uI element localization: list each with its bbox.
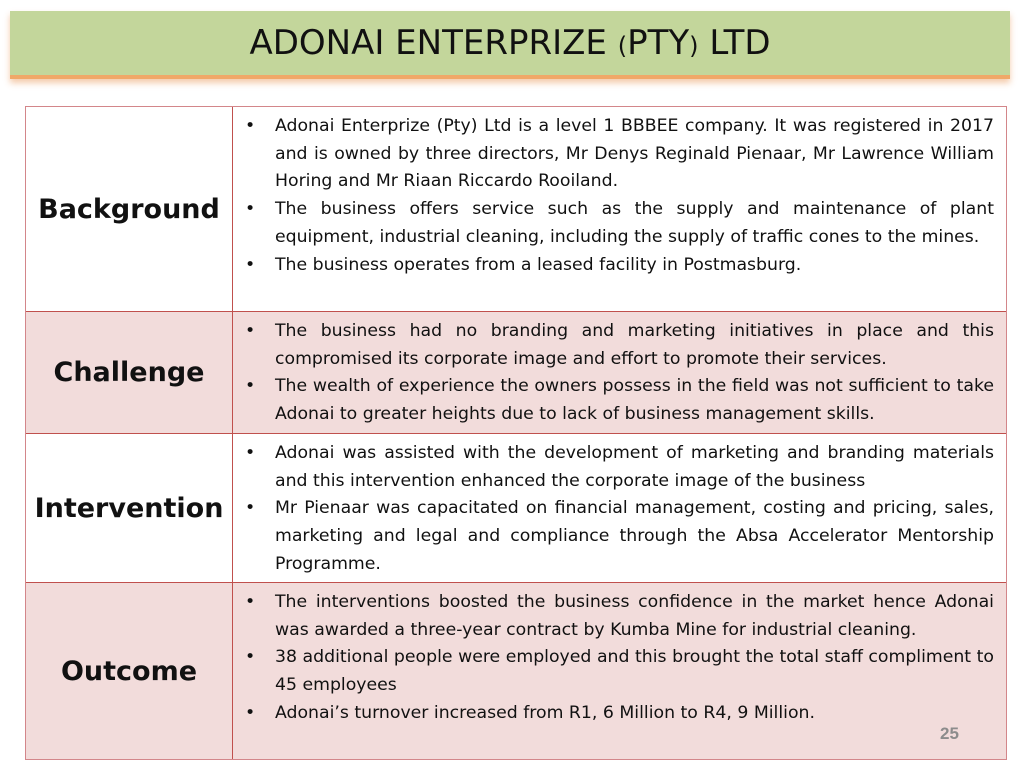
bullet-list-challenge xyxy=(242,318,994,429)
title-close-paren: ) xyxy=(689,32,699,60)
page-number: 25 xyxy=(940,724,959,743)
bullet-item: • The business offers service such as the supply and maintenance of plant equipment, industrial cleaning, including the supply of traffic cones to the mines. xyxy=(242,196,994,251)
row-label-background: Background xyxy=(38,193,220,225)
label-cell-challenge xyxy=(26,312,233,433)
label-cell-intervention xyxy=(26,434,233,582)
bullet-item: • Adonai Enterprize (Pty) Ltd is a level 1 BBBEE company. It was registered in 2017 and is owned by three directors, Mr Denys Reginald Pienaar, Mr Lawrence William Horing and Mr Riaan Riccardo Rooiland. xyxy=(242,113,994,196)
bullet-item: • The business had no branding and marketing initiatives in place and this compromised its corporate image and effort to promote their services. xyxy=(242,318,994,373)
title-banner xyxy=(10,11,1010,79)
bullet-item: • The business operates from a leased facility in Postmasburg. xyxy=(242,252,994,280)
title-part-3: LTD xyxy=(698,23,771,63)
bullet-list-intervention xyxy=(242,440,994,579)
bullet-item: • Mr Pienaar was capacitated on financial management, costing and pricing, sales, marketing and legal and compliance through the Absa Accelerator Mentorship Programme. xyxy=(242,495,994,578)
title-part-1: ADONAI ENTERPRIZE xyxy=(249,23,618,63)
label-cell-background xyxy=(26,107,233,311)
bullet-item: • Adonai’s turnover increased from R1, 6 Million to R4, 9 Million. xyxy=(242,700,994,728)
row-label-intervention: Intervention xyxy=(34,492,224,524)
bullet-item: • The wealth of experience the owners possess in the field was not sufficient to take Adonai to greater heights due to lack of business management skills. xyxy=(242,373,994,428)
bullet-list-background xyxy=(242,113,994,279)
row-intervention xyxy=(26,434,1006,583)
row-label-challenge: Challenge xyxy=(53,357,205,388)
slide-title xyxy=(249,23,770,63)
title-part-2: PTY xyxy=(627,23,690,63)
row-background xyxy=(26,107,1006,312)
title-open-paren: ( xyxy=(617,32,628,60)
bullet-list-outcome xyxy=(242,589,994,728)
content-cell-intervention xyxy=(234,434,1006,582)
bullet-item: • The interventions boosted the business confidence in the market hence Adonai was awarded a three-year contract by Kumba Mine for industrial cleaning. xyxy=(242,589,994,644)
bullet-item: • 38 additional people were employed and this brought the total staff compliment to 45 employees xyxy=(242,644,994,699)
row-challenge xyxy=(26,312,1006,434)
bullet-item: • Adonai was assisted with the development of marketing and branding materials and this intervention enhanced the corporate image of the business xyxy=(242,440,994,495)
row-label-outcome: Outcome xyxy=(60,655,198,687)
content-cell-outcome xyxy=(234,583,1006,759)
content-cell-background xyxy=(234,107,1006,311)
label-cell-outcome xyxy=(26,583,233,759)
case-study-table xyxy=(25,106,1007,760)
content-cell-challenge xyxy=(234,312,1006,433)
row-outcome xyxy=(26,583,1006,759)
